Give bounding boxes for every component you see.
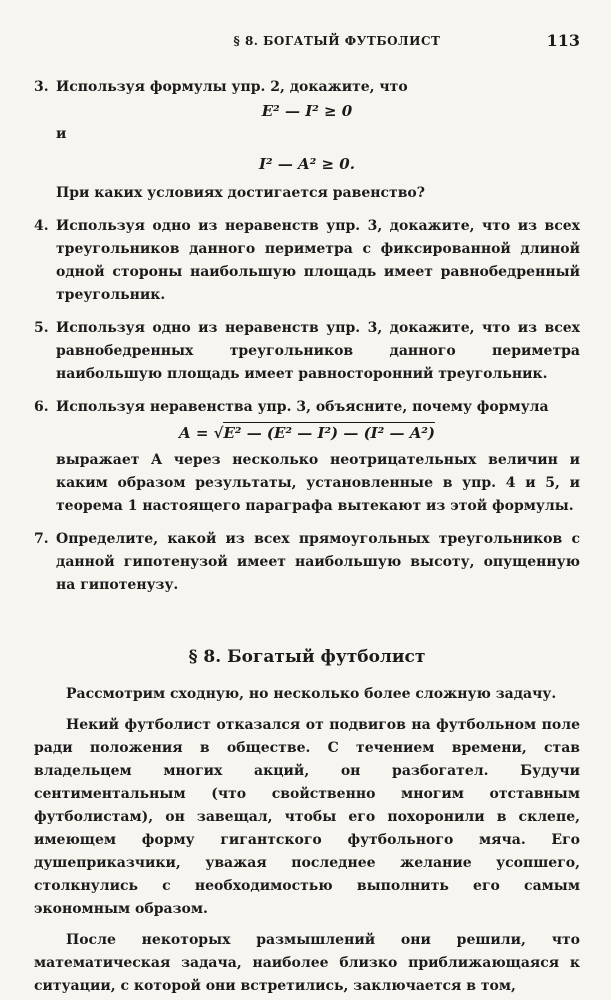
formula-radicand: E² — (E² — I²) — (I² — A²) [223, 424, 436, 442]
section-paragraph: Некий футболист отказался от подвигов на футбольном поле ради положения в обществе. С течением времени, став владельцем многих акций, он разбогател. Будучи сентиментальным (что свойственно многим отставным футболистам), он завещал, чтобы его похоронили в склепе, имеющем форму гигантского футбольного мяча. Его душеприказчики, уважая последнее желание усопшего, столкнулись с необходимостью выполнить его самым экономным образом. [34, 717, 580, 917]
formula-lhs: A = √ [178, 424, 224, 442]
exercise-7 [34, 528, 580, 597]
exercise-6 [34, 396, 580, 419]
formula-i-a: I² — A² ≥ 0. [259, 155, 355, 173]
page-number: 113 [546, 31, 580, 50]
exercise-number: 6. [34, 399, 49, 415]
section-paragraph: Рассмотрим сходную, но несколько более сложную задачу. [66, 686, 557, 702]
exercise-text: Используя одно из неравенств упр. 3, докажите, что из всех равнобедренных треугольников данного периметра наибольшую площадь имеет равносторонний треугольник. [56, 320, 580, 382]
exercise-text: Используя формулы упр. 2, докажите, что [56, 79, 408, 95]
exercise-3 [34, 76, 580, 99]
exercise-text: Определите, какой из всех прямоугольных треугольников с данной гипотенузой имеет наибольшую высоту, опущенную на гипотенузу. [56, 531, 580, 593]
exercise-4 [34, 215, 580, 307]
exercise-number: 4. [34, 218, 49, 234]
section-paragraph: После некоторых размышлений они решили, что математическая задача, наиболее близко приближающаяся к ситуации, с которой они встретились, заключается в том, [34, 932, 580, 994]
conjunction: и [56, 126, 67, 142]
exercise-number: 5. [34, 320, 49, 336]
running-title: § 8. БОГАТЫЙ ФУТБОЛИСТ [233, 34, 441, 48]
formula-e-i: E² — I² ≥ 0 [261, 102, 353, 120]
exercise-question: При каких условиях достигается равенство? [56, 185, 425, 201]
exercise-text: Используя одно из неравенств упр. 3, докажите, что из всех треугольников данного периметра с фиксированной длиной одной стороны наибольшую площадь имеет равнобедренный треугольник. [56, 218, 580, 303]
exercise-5 [34, 317, 580, 386]
exercise-number: 3. [34, 79, 49, 95]
exercise-continuation: выражает A через несколько неотрицательных величин и каким образом результаты, установленные в упр. 4 и 5, и теорема 1 настоящего параграфа вытекают из этой формулы. [56, 452, 580, 514]
page-header [34, 31, 580, 54]
book-page [34, 0, 580, 1000]
page-body [34, 76, 580, 998]
formula-area [34, 421, 580, 445]
section-heading: § 8. Богатый футболист [188, 647, 426, 667]
exercise-number: 7. [34, 531, 49, 547]
exercise-text: Используя неравенства упр. 3, объясните, почему формула [56, 399, 549, 415]
